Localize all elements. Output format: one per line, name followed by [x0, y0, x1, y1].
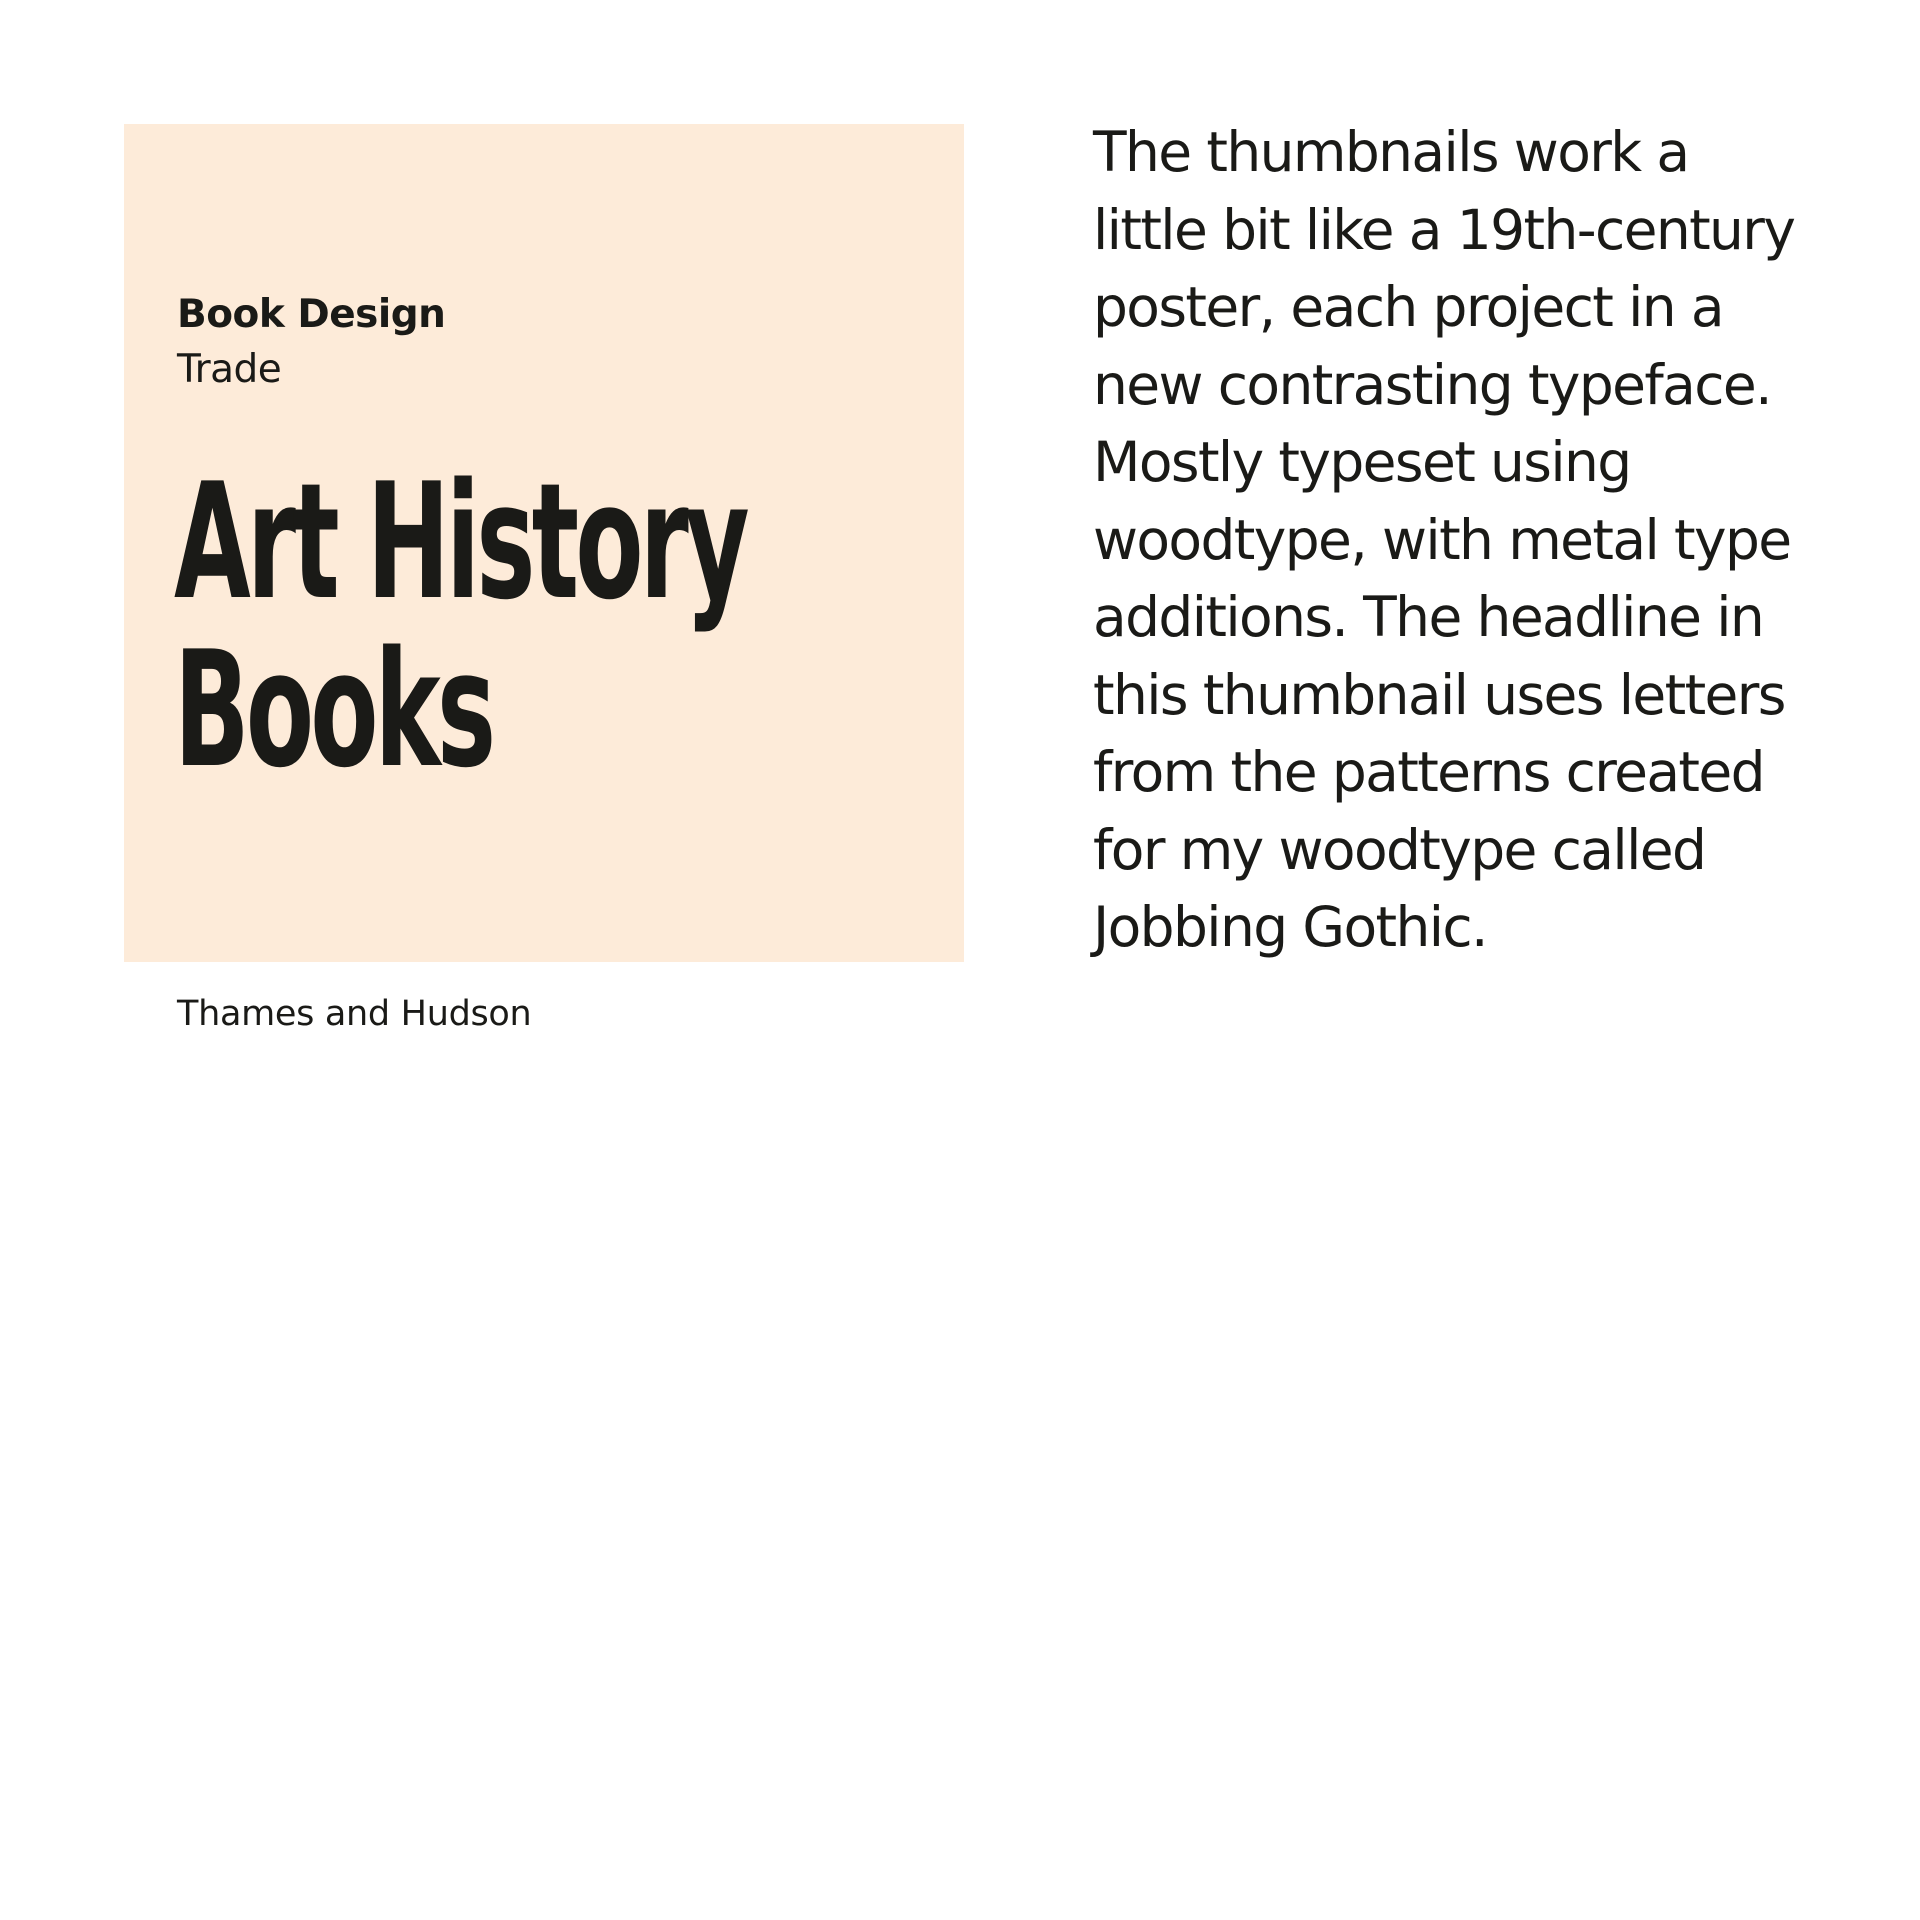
- description-line: this thumbnail uses letters: [1093, 662, 1785, 727]
- description-line: additions. The headline in: [1093, 585, 1764, 649]
- description-line: Jobbing Gothic.: [1093, 895, 1487, 959]
- description-line: from the patterns created: [1093, 740, 1764, 804]
- publisher-label: Thames and Hudson: [177, 994, 532, 1034]
- description-line: woodtype, with metal type: [1093, 507, 1791, 572]
- description-text: [1093, 114, 1893, 967]
- headline-line: Books: [174, 616, 493, 803]
- description-line: little bit like a 19th-century: [1093, 197, 1795, 262]
- description-line: for my woodtype called: [1093, 817, 1706, 882]
- description-line: Mostly typeset using: [1093, 430, 1631, 494]
- description-line: new contrasting typeface.: [1093, 352, 1772, 417]
- book-headline: [174, 448, 746, 803]
- description-line: The thumbnails work a: [1093, 120, 1689, 184]
- book-thumbnail-card: [124, 124, 964, 1034]
- subcategory-label: Trade: [177, 347, 282, 392]
- headline-line: Art History: [174, 448, 746, 635]
- description-line: poster, each project in a: [1093, 275, 1724, 339]
- category-label: Book Design: [177, 292, 446, 337]
